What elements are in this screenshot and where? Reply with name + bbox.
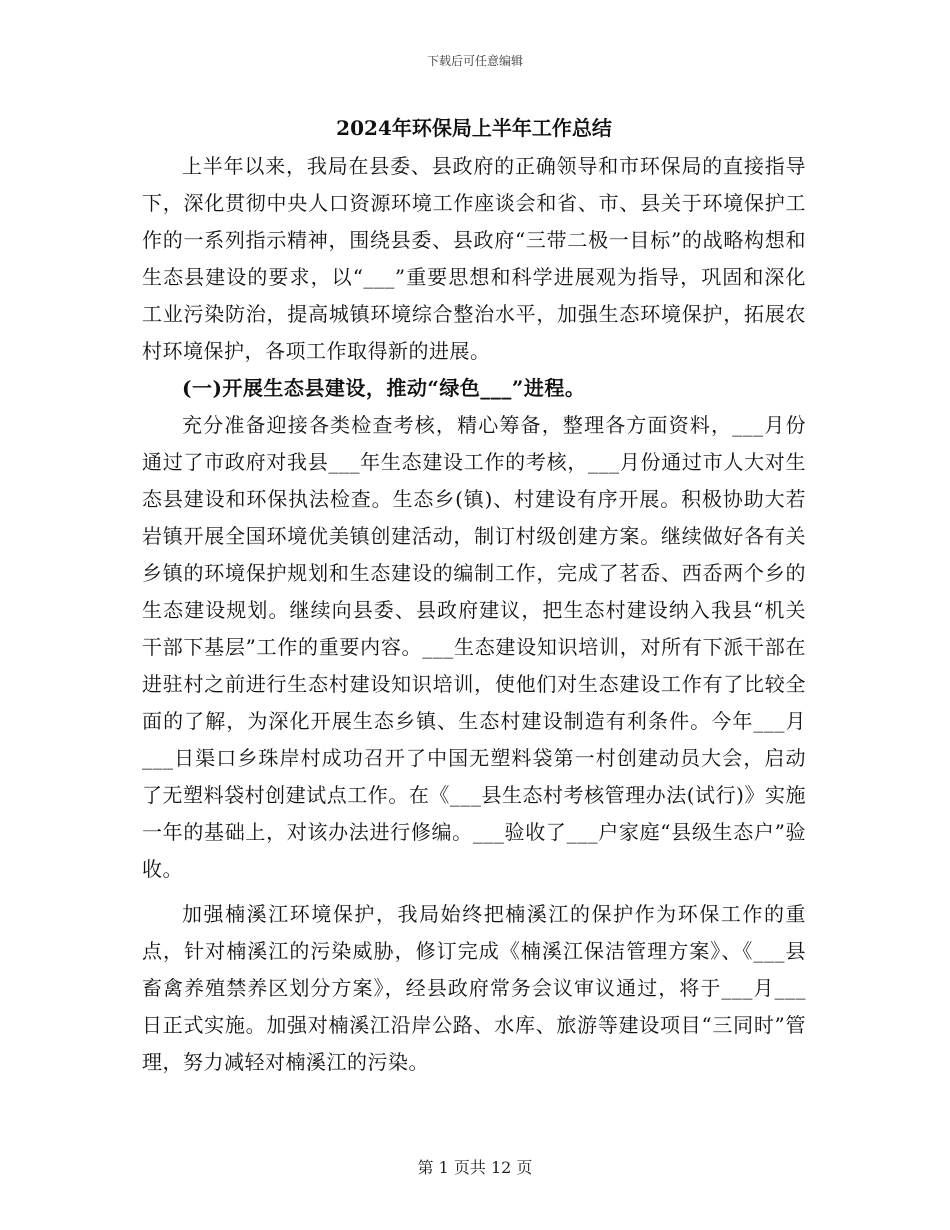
document-title: 2024年环保局上半年工作总结 <box>336 116 612 140</box>
body-paragraph-ecology: 充分准备迎接各类检查考核，精心筹备，整理各方面资料，___月份通过了市政府对我县___年生态建设工作的考核，___月份通过市人大对生态县建设和环保执法检查。生态乡(镇)、村建设有序开展。积极协助大若岩镇开展全国环境优美镇创建活动，制订村级创建方案。继续做好各有关乡镇的环境保护规划和生态建设的编制工作，完成了茗岙、西岙两个乡的生态建设规划。继续向县委、县政府建议，把生态村建设纳入我县“机关干部下基层”工作的重要内容。___生态建设知识培训，对所有下派干部在进驻村之前进行生态村建设知识培训，使他们对生态建设工作有了比较全面的了解，为深化开展生态乡镇、生态村建设制造有利条件。今年___月___日渠口乡珠岸村成功召开了中国无塑料袋第一村创建动员大会，启动了无塑料袋村创建试点工作。在《___县生态村考核管理办法(试行)》实施一年的基础上，对该办法进行修编。___验收了___户家庭“县级生态户”验收。 <box>142 413 806 881</box>
document-body <box>142 112 806 1081</box>
body-paragraph-nanxi-river: 加强楠溪江环境保护，我局始终把楠溪江的保护作为环保工作的重点，针对楠溪江的污染威胁，修订完成《楠溪江保洁管理方案》、《___县畜禽养殖禁养区划分方案》，经县政府常务会议审议通过，将于___月___日正式实施。加强对楠溪江沿岸公路、水库、旅游等建设项目“三同时”管理，努力减轻对楠溪江的污染。 <box>142 902 806 1074</box>
intro-paragraph: 上半年以来，我局在县委、县政府的正确领导和市环保局的直接指导下，深化贯彻中央人口资源环境工作座谈会和省、市、县关于环境保护工作的一系列指示精神，围绕县委、县政府“三带二极一目标”的战略构想和生态县建设的要求，以“___”重要思想和科学进展观为指导，巩固和深化工业污染防治，提高城镇环境综合整治水平，加强生态环境保护，拓展农村环境保护，各项工作取得新的进展。 <box>142 154 806 363</box>
page-number-footer: 第 1 页共 12 页 <box>417 1158 533 1177</box>
page-header-note: 下载后可任意编辑 <box>426 54 523 68</box>
section-heading: (一)开展生态县建设，推动“绿色___”进程。 <box>182 376 586 400</box>
